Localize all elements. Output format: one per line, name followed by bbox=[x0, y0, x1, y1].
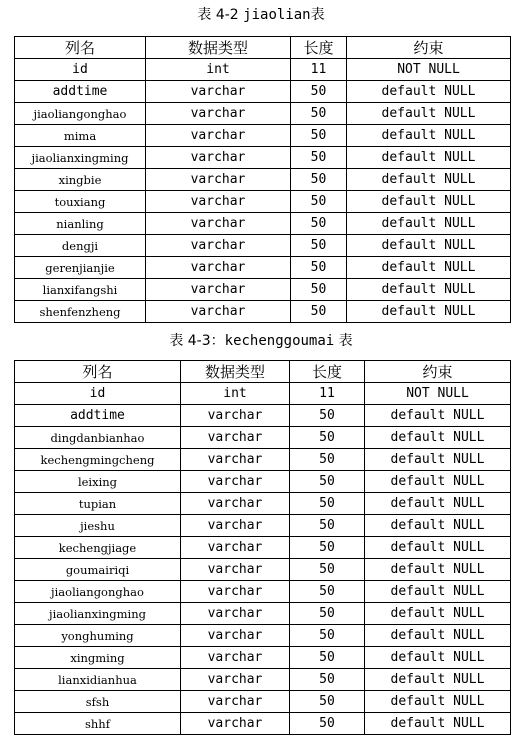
table-row bbox=[15, 493, 511, 515]
field-name-cell: jiaolianxingming bbox=[15, 603, 181, 625]
table-row bbox=[15, 81, 511, 103]
length-cell: 50 bbox=[291, 235, 347, 257]
data-type-cell: varchar bbox=[181, 625, 290, 647]
length-cell: 50 bbox=[290, 647, 365, 669]
field-name-cell: addtime bbox=[15, 81, 146, 103]
length-header: 长度 bbox=[291, 37, 347, 59]
length-cell: 50 bbox=[290, 515, 365, 537]
table-row bbox=[15, 515, 511, 537]
table-row bbox=[15, 125, 511, 147]
data-type-cell: int bbox=[146, 59, 291, 81]
data-type-cell: varchar bbox=[146, 147, 291, 169]
data-type-cell: varchar bbox=[146, 191, 291, 213]
constraint-cell: default NULL bbox=[365, 537, 511, 559]
table1-caption-suffix: 表 bbox=[310, 7, 325, 23]
field-name-cell: xingbie bbox=[15, 169, 146, 191]
table1-caption bbox=[0, 6, 522, 24]
field-name-cell: dingdanbianhao bbox=[15, 427, 181, 449]
field-name-cell: shhf bbox=[15, 713, 181, 735]
length-cell: 50 bbox=[290, 603, 365, 625]
constraint-cell: default NULL bbox=[365, 581, 511, 603]
field-name-cell: xingming bbox=[15, 647, 181, 669]
table-row bbox=[15, 405, 511, 427]
field-name-cell: leixing bbox=[15, 471, 181, 493]
table-row bbox=[15, 449, 511, 471]
table1-header-row bbox=[15, 37, 511, 59]
table1-caption-name: jiaolian bbox=[243, 7, 311, 23]
constraint-cell: default NULL bbox=[365, 449, 511, 471]
data-type-cell: varchar bbox=[181, 647, 290, 669]
field-name-cell: id bbox=[15, 383, 181, 405]
data-type-cell: varchar bbox=[181, 603, 290, 625]
constraint-cell: default NULL bbox=[347, 257, 511, 279]
data-type-cell: varchar bbox=[146, 257, 291, 279]
constraint-cell: default NULL bbox=[347, 213, 511, 235]
table-row bbox=[15, 279, 511, 301]
data-type-cell: varchar bbox=[146, 169, 291, 191]
length-cell: 50 bbox=[290, 449, 365, 471]
table-row bbox=[15, 103, 511, 125]
constraint-cell: NOT NULL bbox=[347, 59, 511, 81]
length-cell: 50 bbox=[290, 581, 365, 603]
data-type-cell: int bbox=[181, 383, 290, 405]
constraint-cell: default NULL bbox=[347, 301, 511, 323]
constraint-cell: default NULL bbox=[365, 559, 511, 581]
table-row bbox=[15, 257, 511, 279]
field-name-cell: kechengjiage bbox=[15, 537, 181, 559]
field-name-cell: jiaolianxingming bbox=[15, 147, 146, 169]
constraint-cell: default NULL bbox=[347, 81, 511, 103]
constraint-header: 约束 bbox=[347, 37, 511, 59]
table-row bbox=[15, 169, 511, 191]
length-cell: 50 bbox=[291, 147, 347, 169]
length-cell: 50 bbox=[291, 81, 347, 103]
table-row bbox=[15, 669, 511, 691]
constraint-cell: default NULL bbox=[365, 625, 511, 647]
table2-header-row bbox=[15, 361, 511, 383]
length-cell: 50 bbox=[291, 213, 347, 235]
table2-caption-name: kechenggoumai bbox=[224, 333, 335, 349]
data-type-cell: varchar bbox=[146, 213, 291, 235]
data-type-cell: varchar bbox=[181, 493, 290, 515]
data-type-cell: varchar bbox=[181, 559, 290, 581]
field-name-cell: sfsh bbox=[15, 691, 181, 713]
length-cell: 50 bbox=[291, 279, 347, 301]
field-name-cell: goumairiqi bbox=[15, 559, 181, 581]
data-type-header: 数据类型 bbox=[146, 37, 291, 59]
data-type-header: 数据类型 bbox=[181, 361, 290, 383]
length-cell: 50 bbox=[290, 427, 365, 449]
table-row bbox=[15, 383, 511, 405]
constraint-cell: default NULL bbox=[365, 713, 511, 735]
table-row bbox=[15, 559, 511, 581]
constraint-cell: NOT NULL bbox=[365, 383, 511, 405]
field-name-cell: tupian bbox=[15, 493, 181, 515]
constraint-cell: default NULL bbox=[365, 405, 511, 427]
field-name-cell: jieshu bbox=[15, 515, 181, 537]
constraint-header: 约束 bbox=[365, 361, 511, 383]
constraint-cell: default NULL bbox=[347, 103, 511, 125]
data-type-cell: varchar bbox=[181, 427, 290, 449]
field-name-cell: jiaoliangonghao bbox=[15, 581, 181, 603]
constraint-cell: default NULL bbox=[347, 279, 511, 301]
field-name-cell: touxiang bbox=[15, 191, 146, 213]
data-type-cell: varchar bbox=[181, 581, 290, 603]
table-row bbox=[15, 301, 511, 323]
field-name-cell: yonghuming bbox=[15, 625, 181, 647]
field-name-cell: nianling bbox=[15, 213, 146, 235]
field-name-cell: shenfenzheng bbox=[15, 301, 146, 323]
table-row bbox=[15, 59, 511, 81]
table-row bbox=[15, 537, 511, 559]
data-type-cell: varchar bbox=[181, 515, 290, 537]
table-row bbox=[15, 235, 511, 257]
table-row bbox=[15, 213, 511, 235]
data-type-cell: varchar bbox=[146, 125, 291, 147]
constraint-cell: default NULL bbox=[365, 471, 511, 493]
length-cell: 50 bbox=[290, 669, 365, 691]
constraint-cell: default NULL bbox=[365, 493, 511, 515]
length-cell: 11 bbox=[291, 59, 347, 81]
length-cell: 50 bbox=[290, 713, 365, 735]
constraint-cell: default NULL bbox=[365, 691, 511, 713]
length-cell: 50 bbox=[290, 537, 365, 559]
kechenggoumai-table bbox=[14, 360, 511, 735]
length-cell: 50 bbox=[291, 103, 347, 125]
table-row bbox=[15, 581, 511, 603]
table2-caption-suffix: 表 bbox=[334, 333, 353, 349]
data-type-cell: varchar bbox=[181, 691, 290, 713]
field-name-cell: lianxidianhua bbox=[15, 669, 181, 691]
constraint-cell: default NULL bbox=[347, 169, 511, 191]
table-row bbox=[15, 191, 511, 213]
table-row bbox=[15, 647, 511, 669]
length-cell: 50 bbox=[291, 191, 347, 213]
field-name-cell: addtime bbox=[15, 405, 181, 427]
table2-caption-prefix: 表 4-3： bbox=[169, 333, 225, 349]
length-cell: 50 bbox=[291, 257, 347, 279]
column-name-header: 列名 bbox=[15, 361, 181, 383]
length-cell: 50 bbox=[291, 125, 347, 147]
table-row bbox=[15, 471, 511, 493]
data-type-cell: varchar bbox=[146, 81, 291, 103]
column-name-header: 列名 bbox=[15, 37, 146, 59]
table1-caption-prefix: 表 4-2 bbox=[197, 7, 244, 23]
field-name-cell: jiaoliangonghao bbox=[15, 103, 146, 125]
field-name-cell: id bbox=[15, 59, 146, 81]
table-row bbox=[15, 427, 511, 449]
constraint-cell: default NULL bbox=[365, 515, 511, 537]
constraint-cell: default NULL bbox=[347, 125, 511, 147]
length-cell: 50 bbox=[291, 301, 347, 323]
length-cell: 50 bbox=[290, 559, 365, 581]
field-name-cell: lianxifangshi bbox=[15, 279, 146, 301]
field-name-cell: kechengmingcheng bbox=[15, 449, 181, 471]
table-row bbox=[15, 691, 511, 713]
data-type-cell: varchar bbox=[146, 279, 291, 301]
table-row bbox=[15, 625, 511, 647]
data-type-cell: varchar bbox=[181, 713, 290, 735]
field-name-cell: gerenjianjie bbox=[15, 257, 146, 279]
constraint-cell: default NULL bbox=[365, 669, 511, 691]
data-type-cell: varchar bbox=[181, 449, 290, 471]
field-name-cell: mima bbox=[15, 125, 146, 147]
length-cell: 50 bbox=[290, 625, 365, 647]
data-type-cell: varchar bbox=[181, 669, 290, 691]
length-cell: 11 bbox=[290, 383, 365, 405]
constraint-cell: default NULL bbox=[347, 147, 511, 169]
data-type-cell: varchar bbox=[181, 405, 290, 427]
constraint-cell: default NULL bbox=[365, 603, 511, 625]
data-type-cell: varchar bbox=[181, 537, 290, 559]
data-type-cell: varchar bbox=[146, 301, 291, 323]
length-cell: 50 bbox=[290, 691, 365, 713]
table-row bbox=[15, 603, 511, 625]
data-type-cell: varchar bbox=[146, 103, 291, 125]
length-cell: 50 bbox=[290, 471, 365, 493]
length-cell: 50 bbox=[290, 493, 365, 515]
data-type-cell: varchar bbox=[146, 235, 291, 257]
data-type-cell: varchar bbox=[181, 471, 290, 493]
table2-caption bbox=[0, 332, 522, 350]
length-header: 长度 bbox=[290, 361, 365, 383]
constraint-cell: default NULL bbox=[365, 427, 511, 449]
jiaolian-table bbox=[14, 36, 511, 323]
constraint-cell: default NULL bbox=[347, 191, 511, 213]
table-row bbox=[15, 147, 511, 169]
constraint-cell: default NULL bbox=[365, 647, 511, 669]
field-name-cell: dengji bbox=[15, 235, 146, 257]
constraint-cell: default NULL bbox=[347, 235, 511, 257]
length-cell: 50 bbox=[290, 405, 365, 427]
length-cell: 50 bbox=[291, 169, 347, 191]
table-row bbox=[15, 713, 511, 735]
